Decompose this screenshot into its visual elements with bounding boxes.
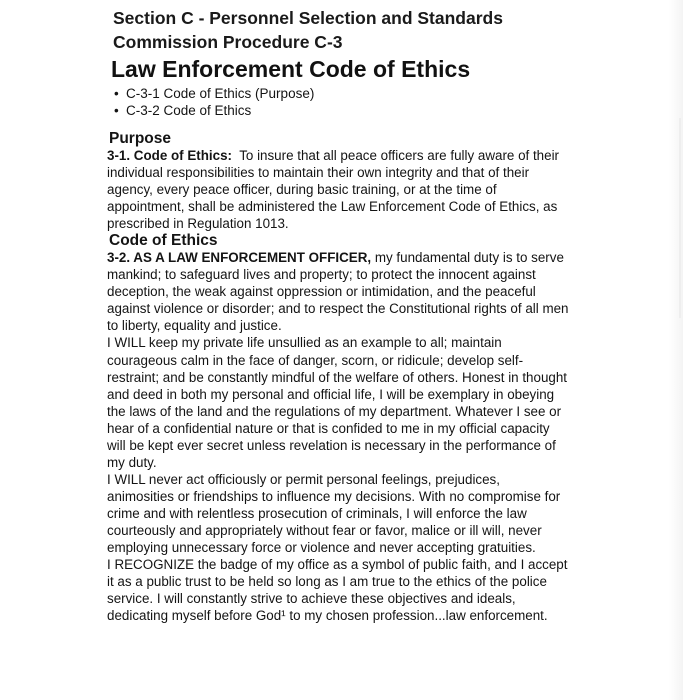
code-paragraph: [107, 249, 569, 334]
contents-item: • C-3-2 Code of Ethics: [113, 102, 573, 119]
purpose-text: To insure that all peace officers are fully aware of their individual responsibilities to maintain their own integrity and that of their agency, every peace officer, during basic training, or at the time of appointment, shall be administered the Law Enforcement Code of Ethics, as prescribed in Regulation 1013.: [107, 148, 560, 232]
contents-item: • C-3-1 Code of Ethics (Purpose): [113, 85, 573, 102]
page-title: Law Enforcement Code of Ethics: [111, 56, 471, 82]
code-lead: 3-2. AS A LAW ENFORCEMENT OFFICER,: [107, 250, 372, 266]
purpose-heading: Purpose: [109, 130, 172, 147]
procedure-title: Commission Procedure C-3: [113, 32, 343, 52]
purpose-paragraph: [107, 147, 569, 232]
code-text: my fundamental duty is to serve mankind; to safeguard lives and property; to protect the innocent against deception, the weak against oppression or intimidation, and the peaceful against violence or disorder; and to respect the Constitutional rights of all men to liberty, equality and justice.: [107, 250, 569, 334]
scan-edge-shadow: [669, 0, 683, 700]
code-paragraph: I WILL never act officiously or permit personal feelings, prejudices, animosities or friendships to influence my decisions. With no compromise for crime and with relentless prosecution of criminals, I will enforce the law courteously and appropriately without fear or favor, malice or ill will, never employing unnecessary force or violence and never accepting gratuities.: [107, 471, 561, 556]
scan-edge-mark: [679, 118, 681, 318]
code-heading: Code of Ethics: [109, 232, 218, 250]
document-page: [103, 6, 573, 624]
code-paragraph: I RECOGNIZE the badge of my office as a symbol of public faith, and I accept it as a public trust to be held so long as I am true to the ethics of the police service. I will constantly strive to achieve these objectives and ideals, dedicating myself before God¹ to my chosen profession...law enforcement.: [107, 557, 568, 624]
code-paragraph: I WILL keep my private life unsullied as an example to all; maintain courageous calm in the face of danger, scorn, or ridicule; develop self-restraint; and be constantly mindful of the welfare of others. Honest in thought and deed in both my personal and official life, I will be exemplary in obeying the laws of the land and the regulations of my department. Whatever I see or hear of a confidential nature or that is confided to me in my official capacity will be kept ever secret unless revelation is necessary in the performance of my duty.: [107, 335, 568, 470]
section-title: Section C - Personnel Selection and Standards: [113, 8, 503, 28]
purpose-lead: 3-1. Code of Ethics:: [107, 148, 232, 163]
contents-list: [113, 85, 573, 119]
